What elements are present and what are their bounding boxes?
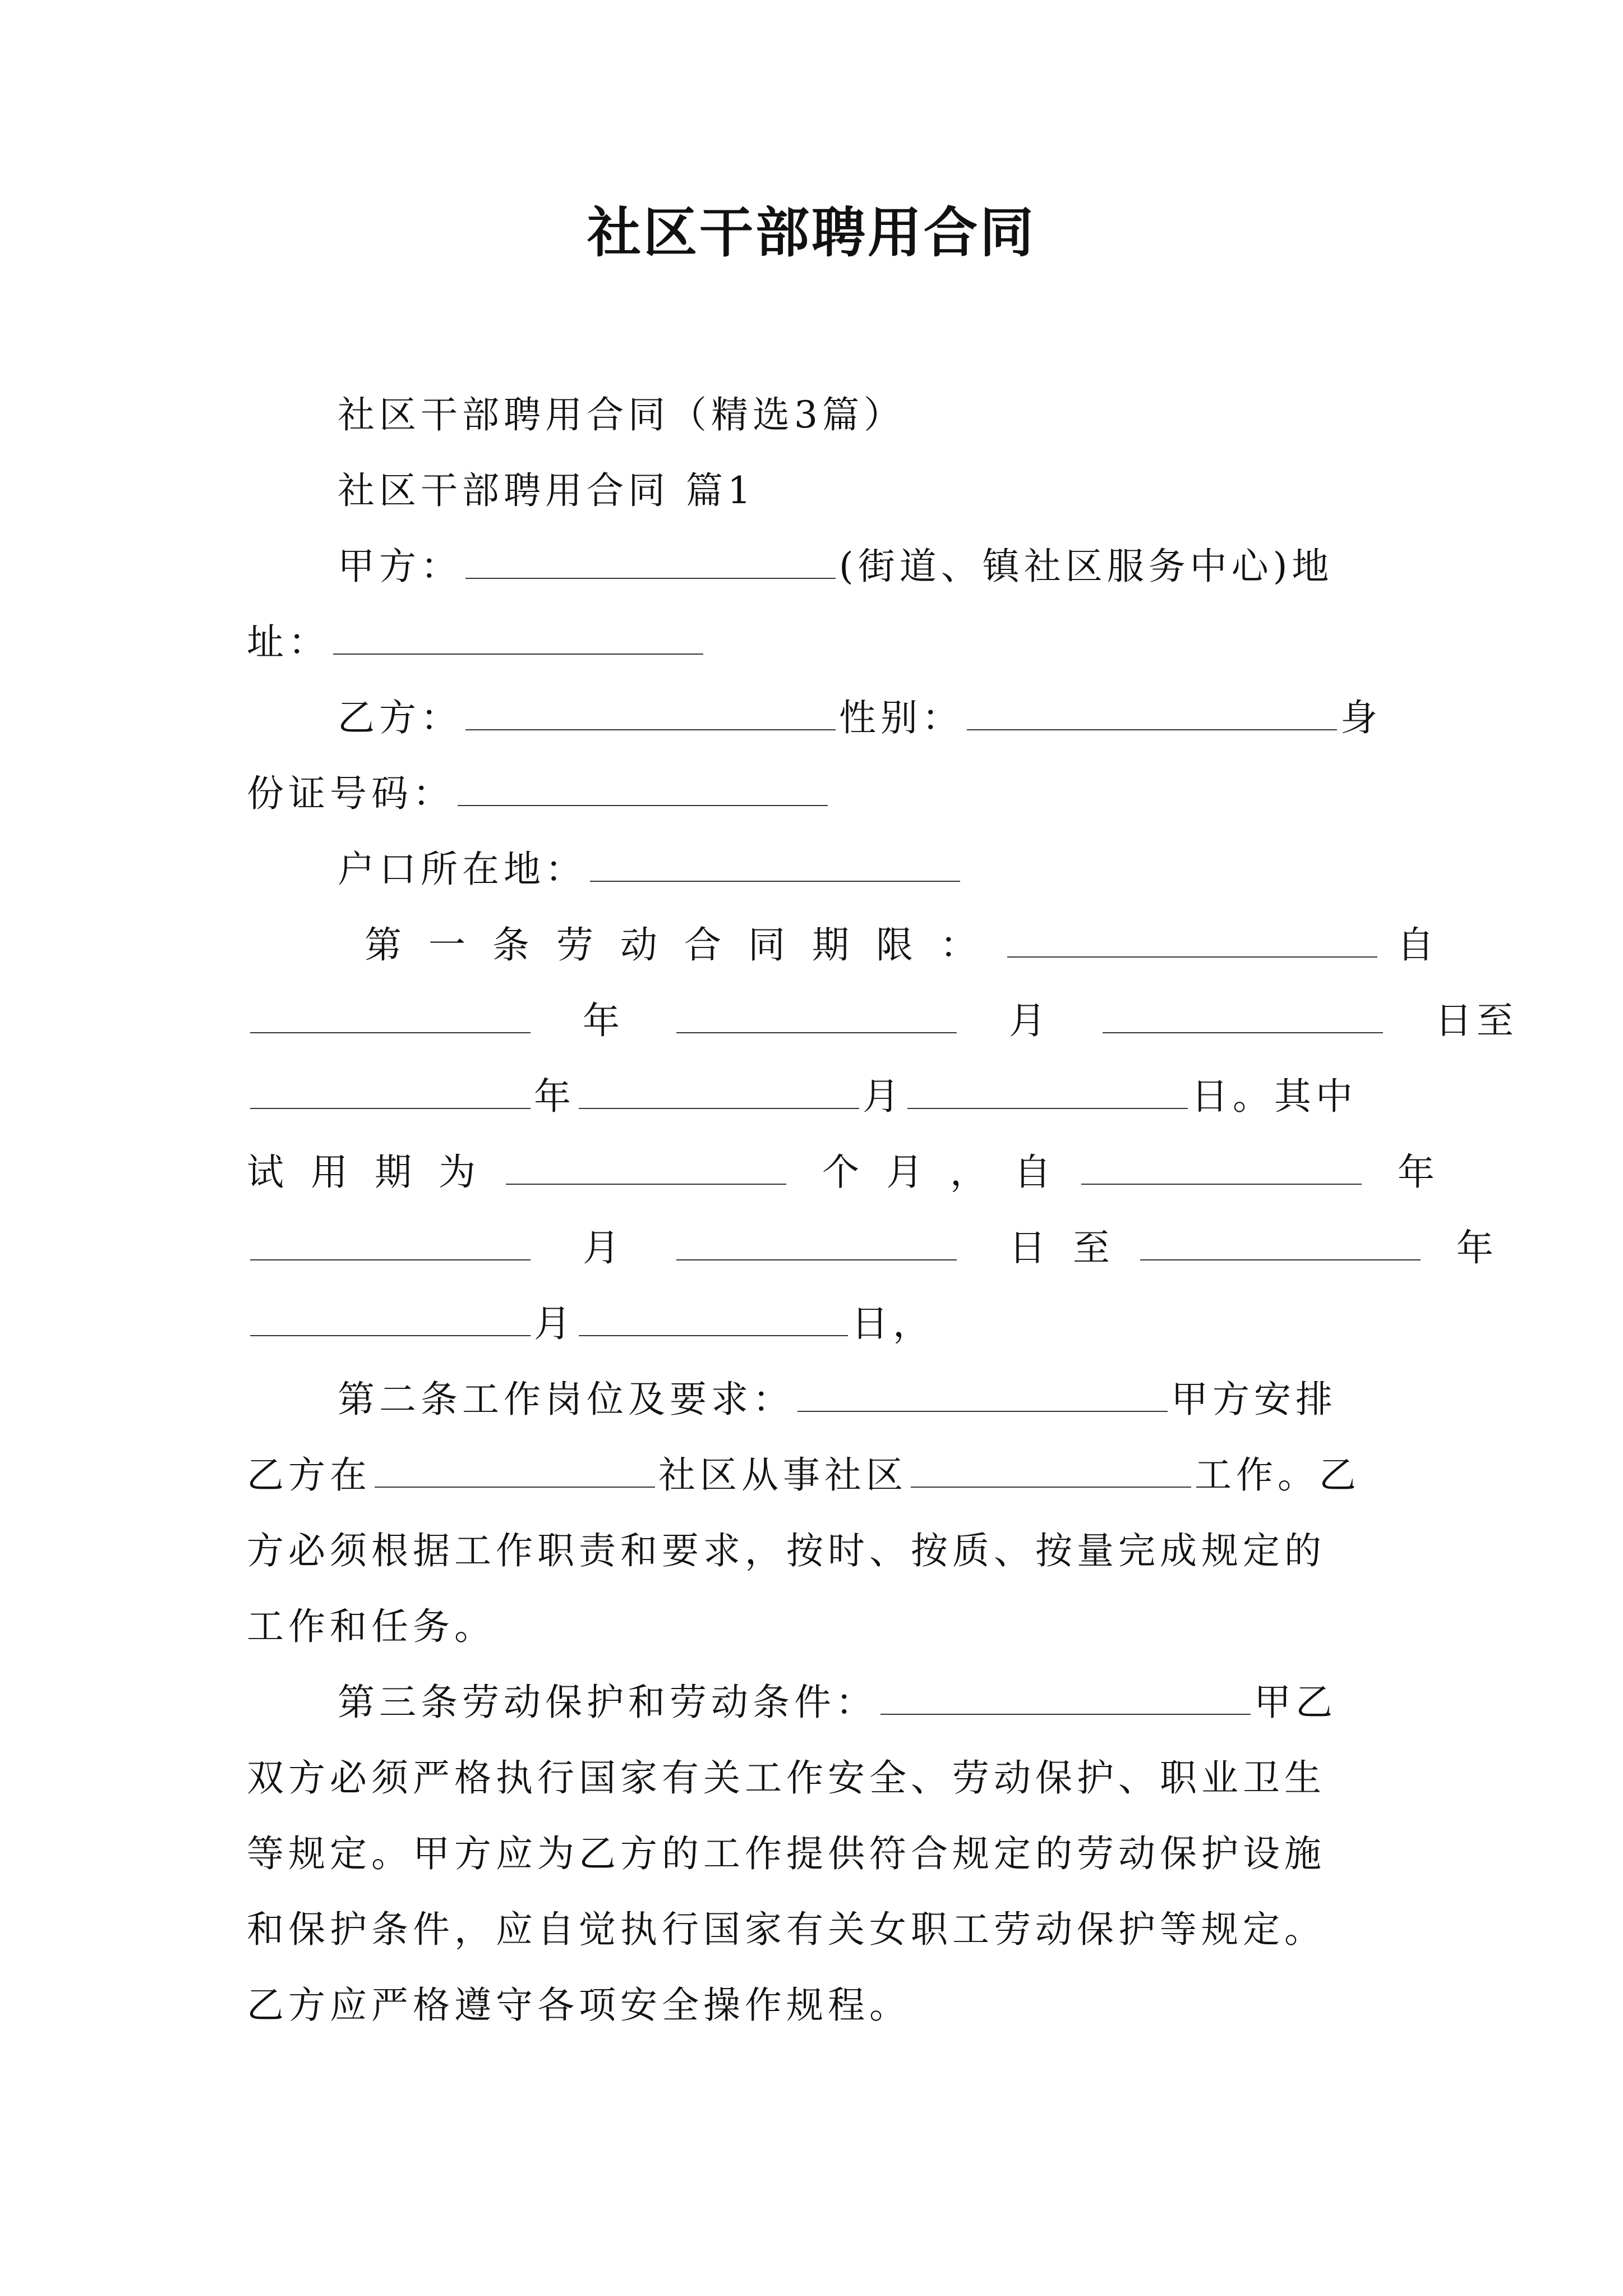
month-label: 月 <box>1008 999 1050 1042</box>
article-2-line-1 <box>338 1372 1337 1428</box>
subtitle: 社区干部聘用合同（精选3篇） <box>338 393 905 436</box>
article-1-label: 第一条劳动合同期限： <box>365 923 1004 967</box>
article-1-line-1 <box>365 917 1438 973</box>
party-b-blank[interactable] <box>465 693 836 730</box>
article-1-line-6 <box>247 1296 934 1352</box>
hukou-label: 户口所在地： <box>338 848 587 891</box>
day-to-label: 日至 <box>1008 1226 1137 1269</box>
hukou-line <box>338 841 963 898</box>
article-3-line-4: 和保护条件，应自觉执行国家有关女职工劳动保护等规定。 <box>247 1908 1326 1951</box>
year-label: 年 <box>1397 1151 1439 1194</box>
months-from-label: 个月，自 <box>822 1151 1078 1194</box>
id-label-a: 身 <box>1340 696 1382 739</box>
article-2-line-2 <box>247 1447 1361 1503</box>
position-blank[interactable] <box>797 1375 1168 1412</box>
section-heading: 社区干部聘用合同 篇1 <box>338 469 755 512</box>
probation-end-day-blank[interactable] <box>579 1299 848 1336</box>
year-label: 年 <box>582 999 624 1042</box>
article-2-label: 第二条工作岗位及要求： <box>338 1378 794 1421</box>
article-1-line-3 <box>247 1069 1357 1125</box>
community-blank[interactable] <box>375 1451 655 1488</box>
article-2-line-4: 工作和任务。 <box>247 1605 496 1648</box>
document-title: 社区干部聘用合同 <box>587 201 1036 264</box>
day-to-label: 日至 <box>1435 999 1518 1042</box>
probation-label: 试用期为 <box>247 1151 502 1194</box>
end-month-blank[interactable] <box>579 1072 859 1109</box>
article-1-line-5 <box>247 1220 1498 1276</box>
id-line <box>247 766 831 822</box>
article-2-line-3: 方必须根据工作职责和要求，按时、按质、按量完成规定的 <box>247 1529 1326 1572</box>
article-1-line-2 <box>247 993 1518 1049</box>
month-label: 月 <box>582 1226 624 1269</box>
year-label: 年 <box>534 1075 575 1118</box>
end-day-blank[interactable] <box>907 1072 1188 1109</box>
start-year-blank[interactable] <box>250 996 531 1033</box>
party-a-blank[interactable] <box>465 542 836 579</box>
probation-start-month-blank[interactable] <box>250 1223 531 1260</box>
gender-label: 性别： <box>839 696 963 739</box>
labor-condition-blank[interactable] <box>880 1678 1251 1715</box>
article-3-line-2: 双方必须严格执行国家有关工作安全、劳动保护、职业卫生 <box>247 1756 1326 1800</box>
article-1-line-4 <box>247 1144 1439 1200</box>
id-label-b: 份证号码： <box>247 772 454 815</box>
article-1-from: 自 <box>1396 923 1438 967</box>
probation-start-day-blank[interactable] <box>676 1223 957 1260</box>
article-2-text-c: 工作。乙 <box>1195 1453 1361 1497</box>
probation-start-year-blank[interactable] <box>1081 1148 1362 1185</box>
party-b-label: 乙方： <box>338 696 462 739</box>
address-label: 址： <box>247 620 330 664</box>
term-blank[interactable] <box>1007 921 1377 958</box>
hukou-blank[interactable] <box>590 845 960 882</box>
year-label: 年 <box>1456 1226 1498 1269</box>
address-blank[interactable] <box>333 618 703 655</box>
party-a-suffix: (街道、镇社区服务中心)地 <box>839 545 1334 588</box>
start-day-blank[interactable] <box>1103 996 1383 1033</box>
party-a-line <box>338 539 1334 595</box>
day-end-label: 日。其中 <box>1191 1075 1357 1118</box>
day-comma-label: 日， <box>851 1302 934 1345</box>
article-2-text-b: 社区从事社区 <box>658 1453 907 1497</box>
work-type-blank[interactable] <box>911 1451 1191 1488</box>
month-label: 月 <box>863 1075 904 1118</box>
gender-blank[interactable] <box>967 693 1337 730</box>
id-blank[interactable] <box>458 769 828 806</box>
article-3-label: 第三条劳动保护和劳动条件： <box>338 1681 877 1724</box>
article-3-line-3: 等规定。甲方应为乙方的工作提供符合规定的劳动保护设施 <box>247 1832 1326 1875</box>
start-month-blank[interactable] <box>676 996 957 1033</box>
article-2-text-a: 乙方在 <box>247 1453 371 1497</box>
probation-end-month-blank[interactable] <box>250 1299 531 1336</box>
end-year-blank[interactable] <box>250 1072 531 1109</box>
party-a-label: 甲方： <box>338 545 462 588</box>
probation-end-year-blank[interactable] <box>1140 1223 1421 1260</box>
address-line <box>247 614 707 670</box>
article-3-tail: 甲乙 <box>1254 1681 1337 1724</box>
party-b-line <box>338 690 1382 746</box>
article-3-line-1 <box>338 1674 1337 1731</box>
month-label: 月 <box>534 1302 575 1345</box>
article-3-line-5: 乙方应严格遵守各项安全操作规程。 <box>247 1984 911 2027</box>
article-2-tail: 甲方安排 <box>1171 1378 1337 1421</box>
probation-months-blank[interactable] <box>506 1148 786 1185</box>
